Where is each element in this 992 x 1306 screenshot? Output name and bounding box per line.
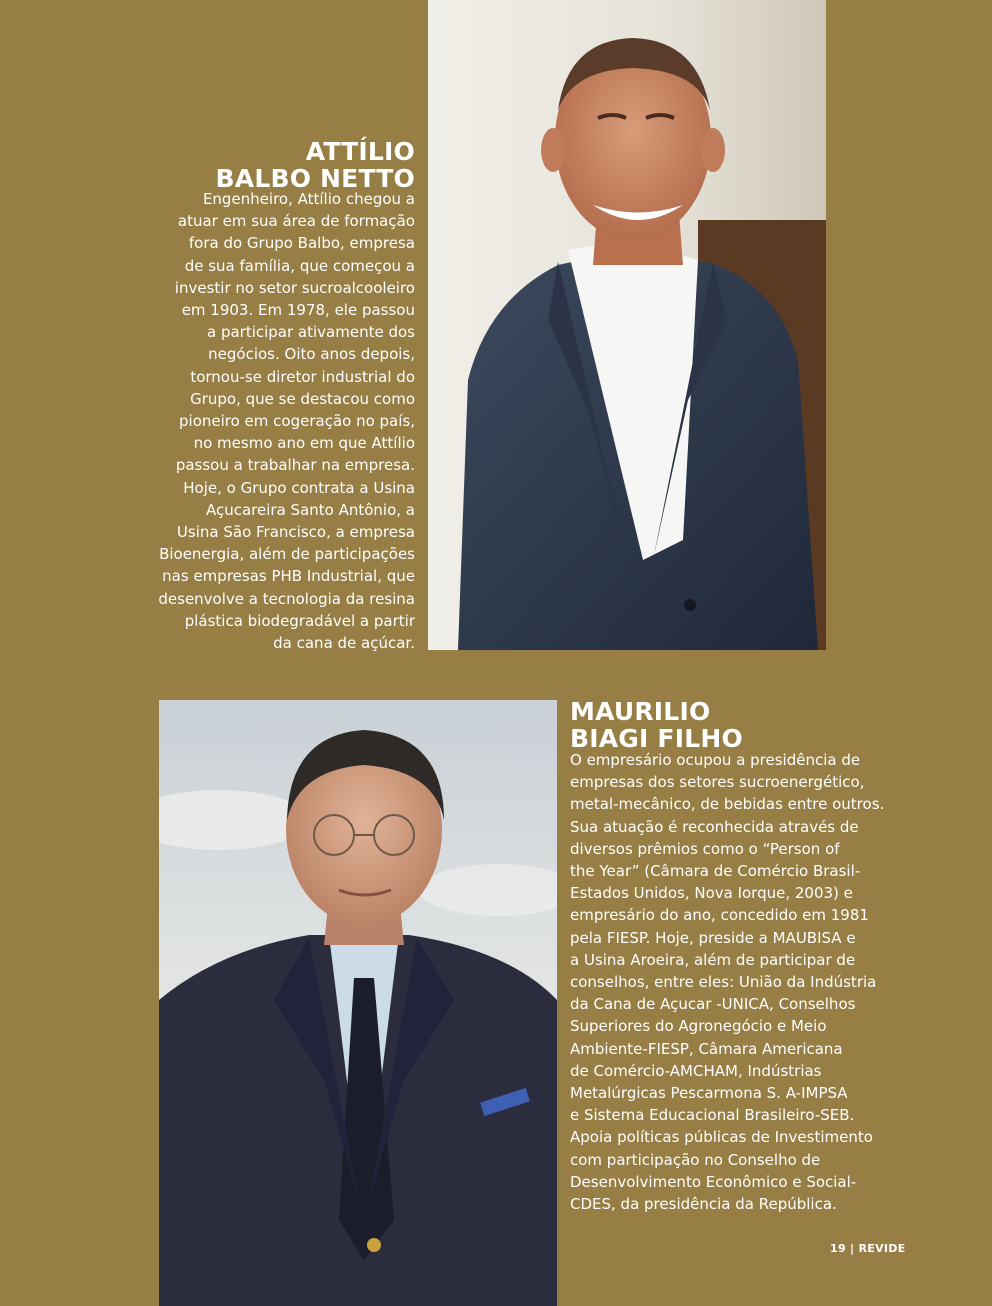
profile1-name-line2: BALBO NETTO bbox=[215, 164, 415, 193]
portrait-attilio-illustration bbox=[428, 0, 826, 650]
portrait-attilio-photo bbox=[428, 0, 826, 650]
profile1-name-heading bbox=[216, 138, 415, 192]
page-footer-label: 19 | REVIDE bbox=[830, 1242, 906, 1255]
profile1-bio: Engenheiro, Attílio chegou a atuar em sua área de formação fora do Grupo Balbo, empresa de sua família, que começou a investir no setor sucroalcooleiro em 1903. Em 1978, ele passou a participar ativamente dos negócios. Oito anos depois, tornou-se diretor industrial do Grupo, que se destacou como pioneiro em cogeração no país, no mesmo ano em que Attílio passou a trabalhar na empresa. Hoje, o Grupo contrata a Usina Açucareira Santo Antônio, a Usina São Francisco, a empresa Bioenergia, além de participações nas empresas PHB Industrial, que desenvolve a tecnologia da resina plástica biodegradável a partir da cana de açúcar. bbox=[158, 190, 415, 653]
profile2-bio: O empresário ocupou a presidência de empresas dos setores sucroenergético, metal-mecânico, de bebidas entre outros. Sua atuação é reconhecida através de diversos prêmios como o “Person of the Year” (Câmara de Comércio Brasil- Estados Unidos, Nova Iorque, 2003) e empresário do ano, concedido em 1981 pela FIESP. Hoje, preside a MAUBISA e a Usina Aroeira, além de participar de conselhos, entre eles: União da Indústria da Cana de Açucar -UNICA, Conselhos Superiores do Agronegócio e Meio Ambiente-FIESP, Câmara Americana de Comércio-AMCHAM, Indústrias Metalúrgicas Pescarmona S. A-IMPSA e Sistema Educacional Brasileiro-SEB. Apoia políticas públicas de Investimento com participação no Conselho de Desenvolvimento Econômico e Social- CDES, da presidência da República. bbox=[570, 751, 885, 1214]
profile1-name-line1: ATTÍLIO bbox=[305, 137, 415, 166]
portrait-maurilio-illustration bbox=[159, 700, 557, 1306]
profile2-name-line2: BIAGI FILHO bbox=[570, 724, 743, 753]
profile2-name-heading bbox=[570, 698, 743, 752]
portrait-maurilio-photo bbox=[159, 700, 557, 1306]
profile2-name-line1: MAURILIO bbox=[570, 697, 711, 726]
